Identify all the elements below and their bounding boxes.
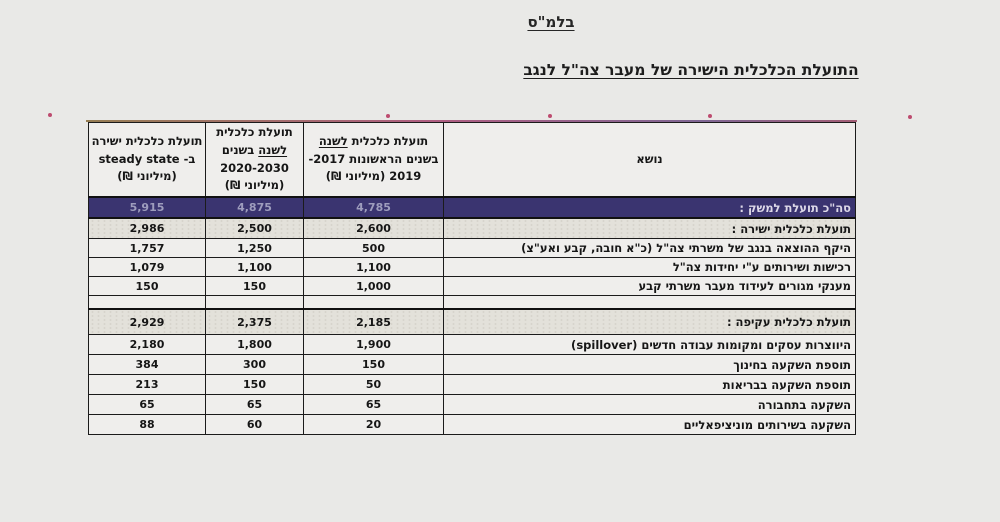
benefits-table-container xyxy=(88,122,855,435)
row-value-steady-state: 2,986 xyxy=(89,218,206,239)
row-value-steady-state: 5,915 xyxy=(89,197,206,218)
empty-cell xyxy=(304,296,444,310)
header-text: ב- steady state xyxy=(98,151,196,166)
table-row-purchases-services xyxy=(89,258,856,277)
header-text: 2019 (מיליוני ₪) xyxy=(325,169,422,184)
column-header-topic xyxy=(444,123,856,198)
column-header-mid-years xyxy=(206,123,304,198)
scan-artifact-dot xyxy=(548,114,552,118)
row-value-first-years: 1,100 xyxy=(304,258,444,277)
row-value-mid-years: 300 xyxy=(206,355,304,375)
scan-artifact-dot xyxy=(48,113,52,117)
table-row-indirect-benefit xyxy=(89,309,856,335)
classification-marking: בלמ"ס xyxy=(527,13,575,31)
table-row-education-investment xyxy=(89,355,856,375)
scan-artifact-dot xyxy=(708,114,712,118)
row-value-mid-years: 2,500 xyxy=(206,218,304,239)
table-row-total-economy xyxy=(89,197,856,218)
column-header-steady-state xyxy=(89,123,206,198)
column-header-topic-label: נושא xyxy=(636,151,663,166)
row-value-first-years: 2,185 xyxy=(304,309,444,335)
row-label: השקעה בשירותים מוניציפאליים xyxy=(444,415,856,435)
row-value-mid-years: 1,250 xyxy=(206,239,304,258)
row-label: תועלת כלכלית ישירה : xyxy=(444,218,856,239)
header-text: בשנים הראשונות 2017- xyxy=(308,151,439,166)
empty-cell xyxy=(89,296,206,310)
row-value-first-years: 1,900 xyxy=(304,335,444,355)
row-value-steady-state: 1,079 xyxy=(89,258,206,277)
row-value-mid-years: 1,100 xyxy=(206,258,304,277)
row-value-steady-state: 88 xyxy=(89,415,206,435)
table-row-transport-investment xyxy=(89,395,856,415)
table-row-negev-spending xyxy=(89,239,856,258)
page-title: התועלת הכלכלית הישירה של מעבר צה"ל לנגב xyxy=(523,61,859,79)
header-text: תועלת כלכלית xyxy=(216,124,293,139)
header-text: בשנים xyxy=(221,142,259,157)
header-text: 2020-2030 xyxy=(220,160,289,175)
row-value-first-years: 1,000 xyxy=(304,277,444,296)
row-value-mid-years: 4,875 xyxy=(206,197,304,218)
row-value-mid-years: 150 xyxy=(206,277,304,296)
header-text: (מיליוני ₪) xyxy=(224,178,285,193)
table-row-municipal-services xyxy=(89,415,856,435)
scan-artifact-dot xyxy=(908,115,912,119)
row-value-mid-years: 60 xyxy=(206,415,304,435)
row-label: רכישות ושירותים ע"י יחידות צה"ל xyxy=(444,258,856,277)
row-label: היקף ההוצאה בנגב של משרתי צה"ל (כ"א חובה, קבע ואע"צ) xyxy=(444,239,856,258)
header-text: (מיליוני ₪) xyxy=(117,169,177,184)
row-value-steady-state: 2,180 xyxy=(89,335,206,355)
header-text-underlined: לשנה xyxy=(318,133,348,148)
row-label: היווצרות עסקים ומקומות עבודה חדשים (spillover) xyxy=(444,335,856,355)
empty-cell xyxy=(444,296,856,310)
row-value-first-years: 4,785 xyxy=(304,197,444,218)
table-row-spillover xyxy=(89,335,856,355)
benefits-table xyxy=(88,122,856,435)
row-value-first-years: 65 xyxy=(304,395,444,415)
scan-artifact-dot xyxy=(386,114,390,118)
row-label: סה"כ תועלת למשק : xyxy=(444,197,856,218)
row-value-first-years: 150 xyxy=(304,355,444,375)
table-header-row xyxy=(89,123,856,198)
table-row-direct-benefit xyxy=(89,218,856,239)
row-value-steady-state: 65 xyxy=(89,395,206,415)
row-value-first-years: 20 xyxy=(304,415,444,435)
row-label: השקעה בתחבורה xyxy=(444,395,856,415)
row-value-mid-years: 65 xyxy=(206,395,304,415)
row-label: תוספת השקעה בחינוך xyxy=(444,355,856,375)
empty-cell xyxy=(206,296,304,310)
row-value-steady-state: 384 xyxy=(89,355,206,375)
row-label: תועלת כלכלית עקיפה : xyxy=(444,309,856,335)
row-value-steady-state: 213 xyxy=(89,375,206,395)
row-value-steady-state: 150 xyxy=(89,277,206,296)
header-text-underlined: לשנה xyxy=(258,142,288,157)
row-value-first-years: 500 xyxy=(304,239,444,258)
header-text: תועלת כלכלית xyxy=(347,133,429,148)
table-row-spacer xyxy=(89,296,856,310)
row-value-steady-state: 1,757 xyxy=(89,239,206,258)
row-value-first-years: 50 xyxy=(304,375,444,395)
row-value-mid-years: 2,375 xyxy=(206,309,304,335)
row-value-first-years: 2,600 xyxy=(304,218,444,239)
row-label: מענקי מגורים לעידוד מעבר משרתי קבע xyxy=(444,277,856,296)
column-header-first-years xyxy=(304,123,444,198)
row-label: תוספת השקעה בבריאות xyxy=(444,375,856,395)
table-row-housing-grants xyxy=(89,277,856,296)
row-value-mid-years: 1,800 xyxy=(206,335,304,355)
header-text: תועלת כלכלית ישירה xyxy=(91,133,203,148)
row-value-mid-years: 150 xyxy=(206,375,304,395)
table-row-health-investment xyxy=(89,375,856,395)
row-value-steady-state: 2,929 xyxy=(89,309,206,335)
